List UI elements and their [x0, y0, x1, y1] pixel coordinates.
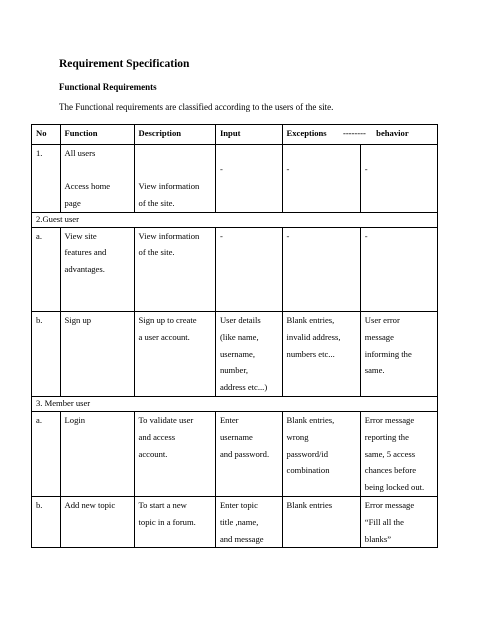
cell-function	[60, 496, 134, 547]
cell-input	[215, 311, 282, 396]
cell-line: (like name,	[219, 331, 259, 342]
cell-line: address etc...)	[219, 382, 268, 393]
cell-no: a.	[32, 411, 61, 496]
table-row	[32, 496, 438, 547]
cell-behavior	[360, 227, 437, 311]
cell-line: being locked out.	[364, 482, 425, 493]
cell-line: To validate user	[138, 414, 194, 425]
cell-exceptions	[282, 227, 360, 311]
cell-description	[134, 411, 215, 496]
cell-line: “Fill all the	[364, 516, 404, 527]
cell-line: User error	[364, 314, 400, 325]
cell-line: same.	[364, 365, 385, 376]
cell-line: View site	[64, 230, 97, 241]
cell-line: wrong	[286, 431, 309, 442]
cell-line: username	[219, 431, 253, 442]
cell-line: number,	[219, 365, 248, 376]
cell-line: -	[286, 230, 290, 241]
cell-exceptions	[282, 145, 360, 213]
cell-line: Blank entries,	[286, 314, 335, 325]
cell-no: a.	[32, 227, 61, 311]
cell-no: b.	[32, 496, 61, 547]
section-label-member: 3. Member user	[32, 396, 438, 411]
cell-function	[60, 227, 134, 311]
cell-exceptions	[282, 496, 360, 547]
cell-input	[215, 227, 282, 311]
cell-function	[60, 311, 134, 396]
cell-line: Blank entries,	[286, 414, 335, 425]
cell-behavior	[360, 411, 437, 496]
section-row	[32, 396, 438, 411]
cell-line: of the site.	[138, 197, 175, 208]
header-exceptions: Exceptions	[286, 128, 327, 138]
cell-behavior	[360, 311, 437, 396]
cell-input	[215, 496, 282, 547]
header-behavior: behavior	[376, 128, 409, 138]
section-row	[32, 212, 438, 227]
table-header-row	[32, 125, 438, 145]
cell-line: message	[364, 331, 394, 342]
header-no: No	[32, 125, 61, 145]
cell-line: -	[364, 164, 368, 174]
intro-paragraph: The Functional requirements are classified according to the users of the site.	[59, 102, 334, 112]
cell-line: All users	[64, 148, 96, 158]
cell-line: Add new topic	[64, 499, 116, 510]
cell-line: advantages.	[64, 264, 105, 275]
cell-line: features and	[64, 247, 107, 258]
table-row	[32, 411, 438, 496]
cell-line: of the site.	[138, 247, 175, 258]
cell-description	[134, 496, 215, 547]
cell-line: Error message	[364, 414, 415, 425]
cell-line: Sign up to create	[138, 314, 197, 325]
cell-line: reporting the	[364, 431, 409, 442]
cell-line: View information	[138, 181, 200, 191]
cell-line: page	[64, 197, 81, 208]
cell-line: To start a new	[138, 499, 187, 510]
cell-line: User details	[219, 314, 261, 325]
cell-line: View information	[138, 230, 200, 241]
cell-function	[60, 145, 134, 213]
requirements-table	[31, 124, 438, 548]
cell-line: topic in a forum.	[138, 516, 196, 527]
cell-description	[134, 311, 215, 396]
cell-line: and access	[138, 431, 176, 442]
cell-line: title ,name,	[219, 516, 259, 527]
document-title: Requirement Specification	[59, 58, 190, 70]
cell-exceptions	[282, 411, 360, 496]
cell-input	[215, 411, 282, 496]
cell-no: b.	[32, 311, 61, 396]
cell-description	[134, 227, 215, 311]
cell-line: Enter	[219, 414, 239, 425]
cell-function	[60, 411, 134, 496]
header-dashes: --------	[342, 128, 366, 138]
cell-line: informing the	[364, 348, 412, 359]
cell-behavior	[360, 145, 437, 213]
cell-line: account.	[138, 448, 168, 459]
cell-line: a user account.	[138, 331, 190, 342]
header-input: Input	[215, 125, 282, 145]
table-row	[32, 311, 438, 396]
header-exceptions-behavior	[282, 125, 437, 145]
cell-line: password/id	[286, 448, 329, 459]
cell-line: Sign up	[64, 314, 92, 325]
cell-line: numbers etc...	[286, 348, 335, 359]
cell-line: and password.	[219, 448, 270, 459]
cell-exceptions	[282, 311, 360, 396]
cell-line: and message	[219, 533, 264, 544]
cell-line: invalid address,	[286, 331, 341, 342]
cell-line: username,	[219, 348, 256, 359]
cell-behavior	[360, 496, 437, 547]
cell-line: chances before	[364, 465, 417, 476]
cell-line: blanks”	[364, 533, 392, 544]
cell-line: Blank entries	[286, 499, 333, 510]
cell-line: Login	[64, 414, 86, 425]
cell-line: same, 5 access	[364, 448, 416, 459]
header-function: Function	[60, 125, 134, 145]
cell-line: Access home	[64, 180, 111, 191]
cell-line: -	[219, 230, 223, 241]
cell-line: combination	[286, 465, 330, 476]
cell-line: Error message	[364, 499, 415, 510]
header-description: Description	[134, 125, 215, 145]
cell-line: -	[219, 164, 223, 174]
cell-line: Enter topic	[219, 499, 258, 510]
section-heading: Functional Requirements	[59, 82, 157, 92]
cell-description	[134, 145, 215, 213]
cell-no: 1.	[32, 145, 61, 213]
table-row	[32, 145, 438, 213]
cell-line: -	[286, 164, 290, 174]
section-label-guest: 2.Guest user	[32, 212, 438, 227]
cell-input	[215, 145, 282, 213]
table-row	[32, 227, 438, 311]
cell-line: -	[364, 230, 368, 241]
